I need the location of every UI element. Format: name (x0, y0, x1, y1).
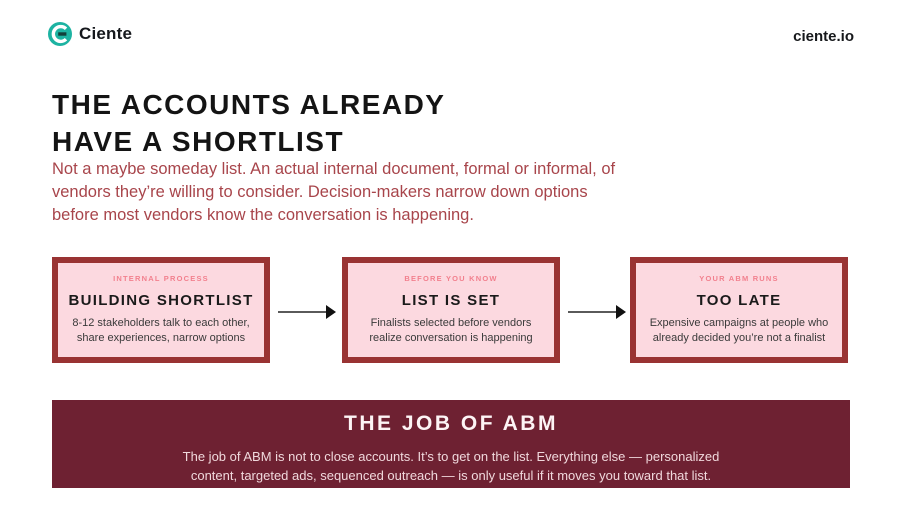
step-title: BUILDING SHORTLIST (68, 292, 254, 309)
flow-diagram (52, 257, 850, 363)
step-label: INTERNAL PROCESS (113, 274, 209, 283)
step-body: Finalists selected before vendors realize conversation is happening (369, 317, 533, 344)
step-label: YOUR ABM RUNS (699, 274, 779, 283)
site-url[interactable]: ciente.io (793, 28, 854, 45)
summary-banner (52, 400, 850, 488)
flow-step-list-is-set (342, 257, 560, 363)
brand-lockup (48, 22, 132, 46)
intro-paragraph: Not a maybe someday list. An actual internal document, formal or informal, of vendors they’re willing to consider. Decision-makers narrow down options before most vendors know the conversation is happening. (52, 160, 616, 224)
right-arrow-icon (568, 305, 626, 319)
ciente-logo-icon (48, 22, 72, 46)
step-title: TOO LATE (696, 292, 782, 309)
step-label: BEFORE YOU KNOW (404, 274, 498, 283)
right-arrow-icon (278, 305, 336, 319)
step-title: LIST IS SET (401, 292, 501, 309)
flow-step-too-late (630, 257, 848, 363)
page-title-line2: HAVE A SHORTLIST (52, 126, 345, 157)
banner-title: THE JOB OF ABM (344, 412, 558, 435)
flow-step-building-shortlist (52, 257, 270, 363)
step-body: 8-12 stakeholders talk to each other, share experiences, narrow options (72, 317, 250, 344)
page-title-line1: THE ACCOUNTS ALREADY (52, 89, 446, 120)
step-body: Expensive campaigns at people who already decided you’re not a finalist (649, 317, 829, 344)
brand-name: Ciente (79, 24, 133, 43)
page-title (52, 86, 445, 160)
banner-body: The job of ABM is not to close accounts. It’s to get on the list. Everything else — personalized content, targeted ads, sequenced outreach — is only useful if it moves you toward that list. (182, 449, 720, 483)
